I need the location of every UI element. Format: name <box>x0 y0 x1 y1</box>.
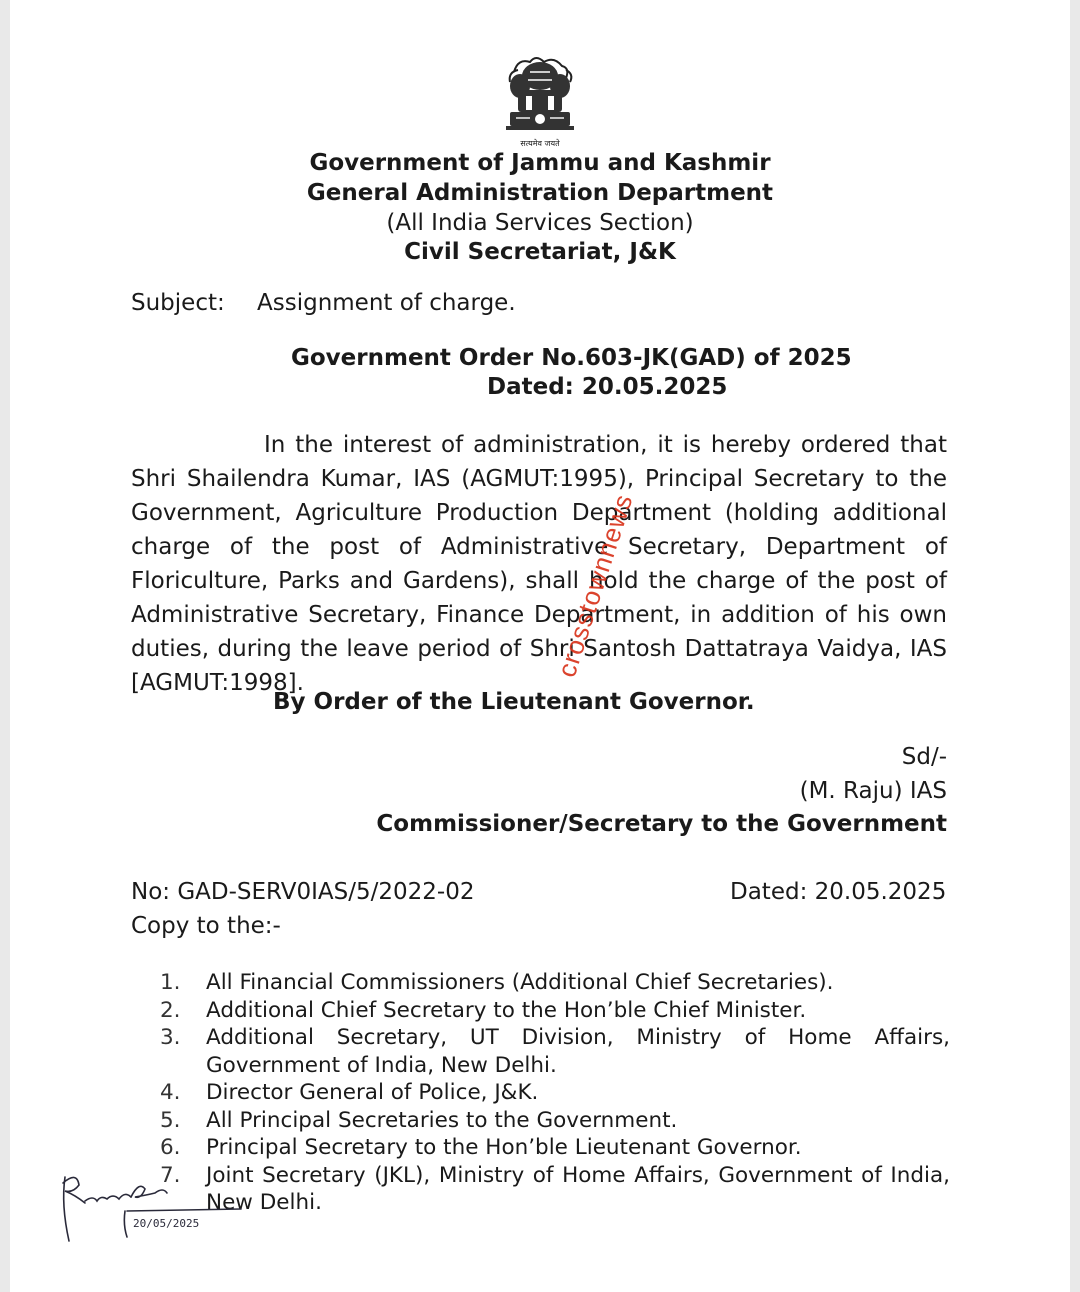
signatory-designation: Commissioner/Secretary to the Government <box>376 811 947 837</box>
emblem-motto: सत्यमेव जयते <box>520 139 560 148</box>
reference-date: Dated: 20.05.2025 <box>730 879 947 905</box>
by-order-line: By Order of the Lieutenant Governor. <box>273 689 755 715</box>
list-item: 7. Joint Secretary (JKL), Ministry of Home Affairs, Government of India, New Delhi. <box>160 1162 950 1215</box>
handwritten-initials <box>55 1165 255 1245</box>
watermark: crosstownnews <box>551 490 639 681</box>
national-emblem-icon <box>496 52 584 148</box>
order-title: Government Order No.603-JK(GAD) of 2025 <box>291 345 852 371</box>
copy-list <box>160 969 950 1217</box>
list-item: 5. All Principal Secretaries to the Government. <box>160 1107 678 1133</box>
header-department: General Administration Department <box>306 180 774 206</box>
subject-text: Assignment of charge. <box>257 290 516 316</box>
subject-label: Subject: <box>131 290 225 316</box>
copy-to-label: Copy to the:- <box>131 913 281 939</box>
list-item: 3. Additional Secretary, UT Division, Ministry of Home Affairs, Government of India, New Delhi. <box>160 1025 950 1078</box>
signature-sd: Sd/- <box>901 744 947 770</box>
list-item: 6. Principal Secretary to the Hon’ble Lieutenant Governor. <box>160 1135 802 1160</box>
header-secretariat: Civil Secretariat, J&K <box>404 239 676 265</box>
reference-number: No: GAD-SERV0IAS/5/2022-02 <box>131 879 475 905</box>
list-item: 1. All Financial Commissioners (Additional Chief Secretaries). <box>160 970 834 995</box>
handwritten-date: 20/05/2025 <box>133 1217 200 1230</box>
signatory-name: (M. Raju) IAS <box>799 778 947 804</box>
header-government: Government of Jammu and Kashmir <box>309 150 771 176</box>
order-date: Dated: 20.05.2025 <box>487 374 728 400</box>
order-body: In the interest of administration, it is hereby ordered that Shri Shailendra Kumar, IAS (AGMUT:1995), Principal Secretary to the Government, Agriculture Production Department (holding additional charge of the post of Administrative Secretary, Department of Floriculture, Parks and Gardens), shall hold the charge of the post of Administrative Secretary, Finance Department, in addition of his own duties, during the leave period of Shri Santosh Dattatraya Vaidya, IAS [AGMUT:1998]. <box>131 432 947 696</box>
list-item: 2. Additional Chief Secretary to the Hon’ble Chief Minister. <box>160 997 807 1023</box>
header-section: (All India Services Section) <box>386 210 694 236</box>
list-item: 4. Director General of Police, J&K. <box>160 1080 539 1105</box>
